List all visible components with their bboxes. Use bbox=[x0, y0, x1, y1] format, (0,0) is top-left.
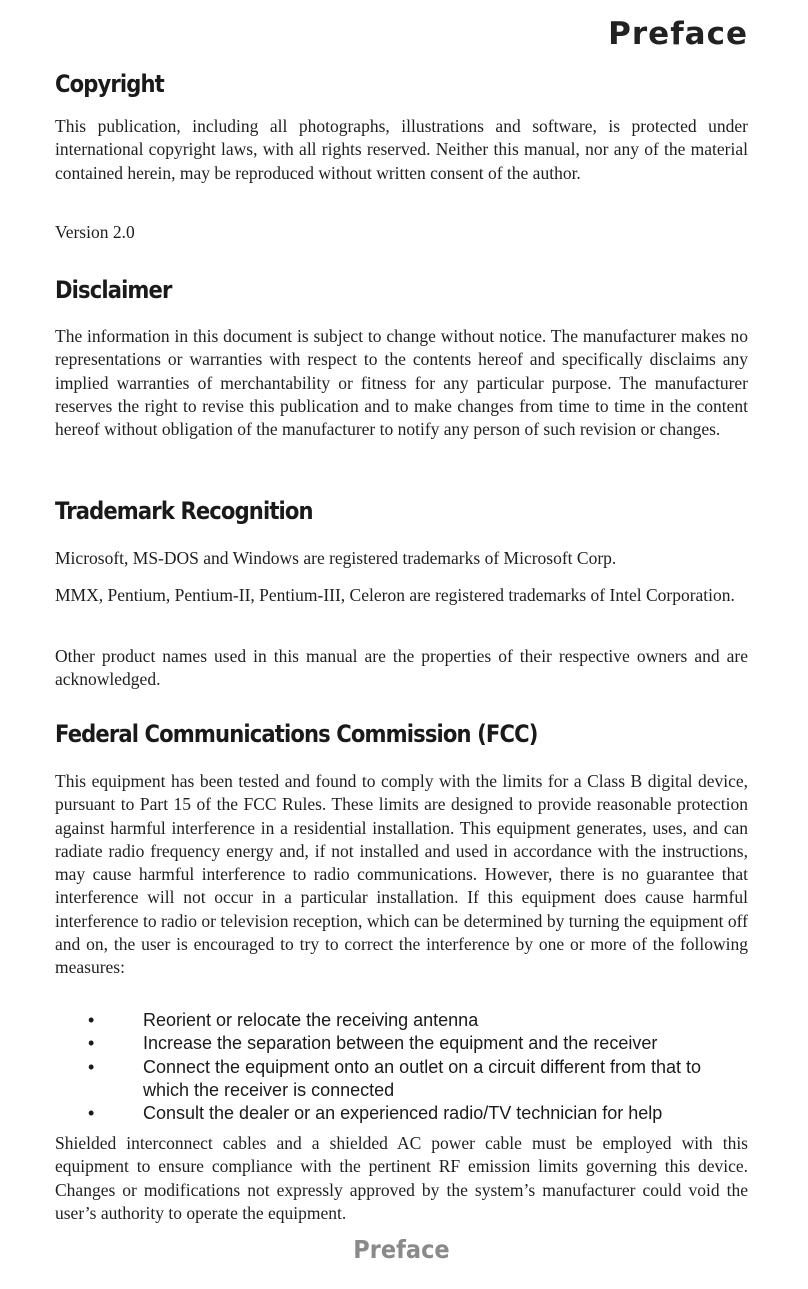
trademark-heading: Trademark Recognition bbox=[55, 497, 313, 525]
trademark-paragraph-2: MMX, Pentium, Pentium-II, Pentium-III, Celeron are registered trademarks of Intel Corporation. bbox=[55, 585, 735, 605]
running-header-title: Preface bbox=[608, 16, 748, 52]
document-page bbox=[55, 0, 748, 1289]
running-footer-title: Preface bbox=[353, 1235, 450, 1264]
list-item-text: Increase the separation between the equipment and the receiver bbox=[143, 1033, 658, 1054]
fcc-measures-list bbox=[55, 1009, 748, 1125]
fcc-paragraph: This equipment has been tested and found to comply with the limits for a Class B digital device, pursuant to Part 15 of the FCC Rules. These limits are designed to provide reasonable protection against harmful interference in a residential installation. This equipment generates, uses, and can radiate radio frequency energy and, if not installed and used in accordance with the instructions, may cause harmful interference to radio communications. However, there is no guarantee that interference will not occur in a particular installation. If this equipment does cause harmful interference to radio or television reception, which can be determined by turning the equipment off and on, the user is encouraged to try to correct the interference by one or more of the following measures: bbox=[55, 771, 748, 978]
bullet-icon: • bbox=[88, 1010, 95, 1030]
list-item bbox=[55, 1102, 748, 1125]
disclaimer-paragraph: The information in this document is subject to change without notice. The manufacturer makes no representations or warranties with respect to the contents hereof and specifically disclaims any implied warranties of merchantability or fitness for any particular purpose. The manufacturer reserves the right to revise this publication and to make changes from time to time in the content hereof without obligation of the manufacturer to notify any person of such revision or changes. bbox=[55, 326, 748, 440]
bullet-icon: • bbox=[88, 1103, 95, 1124]
list-item bbox=[55, 1009, 748, 1032]
list-item-text: Connect the equipment onto an outlet on a circuit different from that to which the receiver is connected bbox=[143, 1056, 702, 1100]
list-item-text: Reorient or relocate the receiving antenna bbox=[143, 1010, 479, 1030]
bullet-icon: • bbox=[88, 1033, 95, 1054]
copyright-paragraph: This publication, including all photographs, illustrations and software, is protected under international copyright laws, with all rights reserved. Neither this manual, nor any of the material contained herein, may be reproduced without written consent of the author. bbox=[55, 116, 748, 183]
list-item bbox=[55, 1032, 748, 1055]
fcc-heading: Federal Communications Commission (FCC) bbox=[55, 720, 538, 748]
list-item bbox=[55, 1056, 748, 1103]
disclaimer-heading: Disclaimer bbox=[55, 276, 172, 304]
list-item-text: Consult the dealer or an experienced radio/TV technician for help bbox=[143, 1103, 663, 1124]
copyright-heading: Copyright bbox=[55, 70, 164, 98]
version-text: Version 2.0 bbox=[55, 222, 135, 242]
bullet-icon: • bbox=[88, 1056, 95, 1077]
trademark-paragraph-1: Microsoft, MS-DOS and Windows are registered trademarks of Microsoft Corp. bbox=[55, 548, 617, 568]
fcc-closing-paragraph: Shielded interconnect cables and a shielded AC power cable must be employed with this equipment to ensure compliance with the pertinent RF emission limits governing this device. Changes or modifications not expressly approved by the system’s manufacturer could void the user’s authority to operate the equipment. bbox=[55, 1133, 748, 1223]
trademark-paragraph-3: Other product names used in this manual are the properties of their respective owners and are acknowledged. bbox=[55, 646, 748, 690]
